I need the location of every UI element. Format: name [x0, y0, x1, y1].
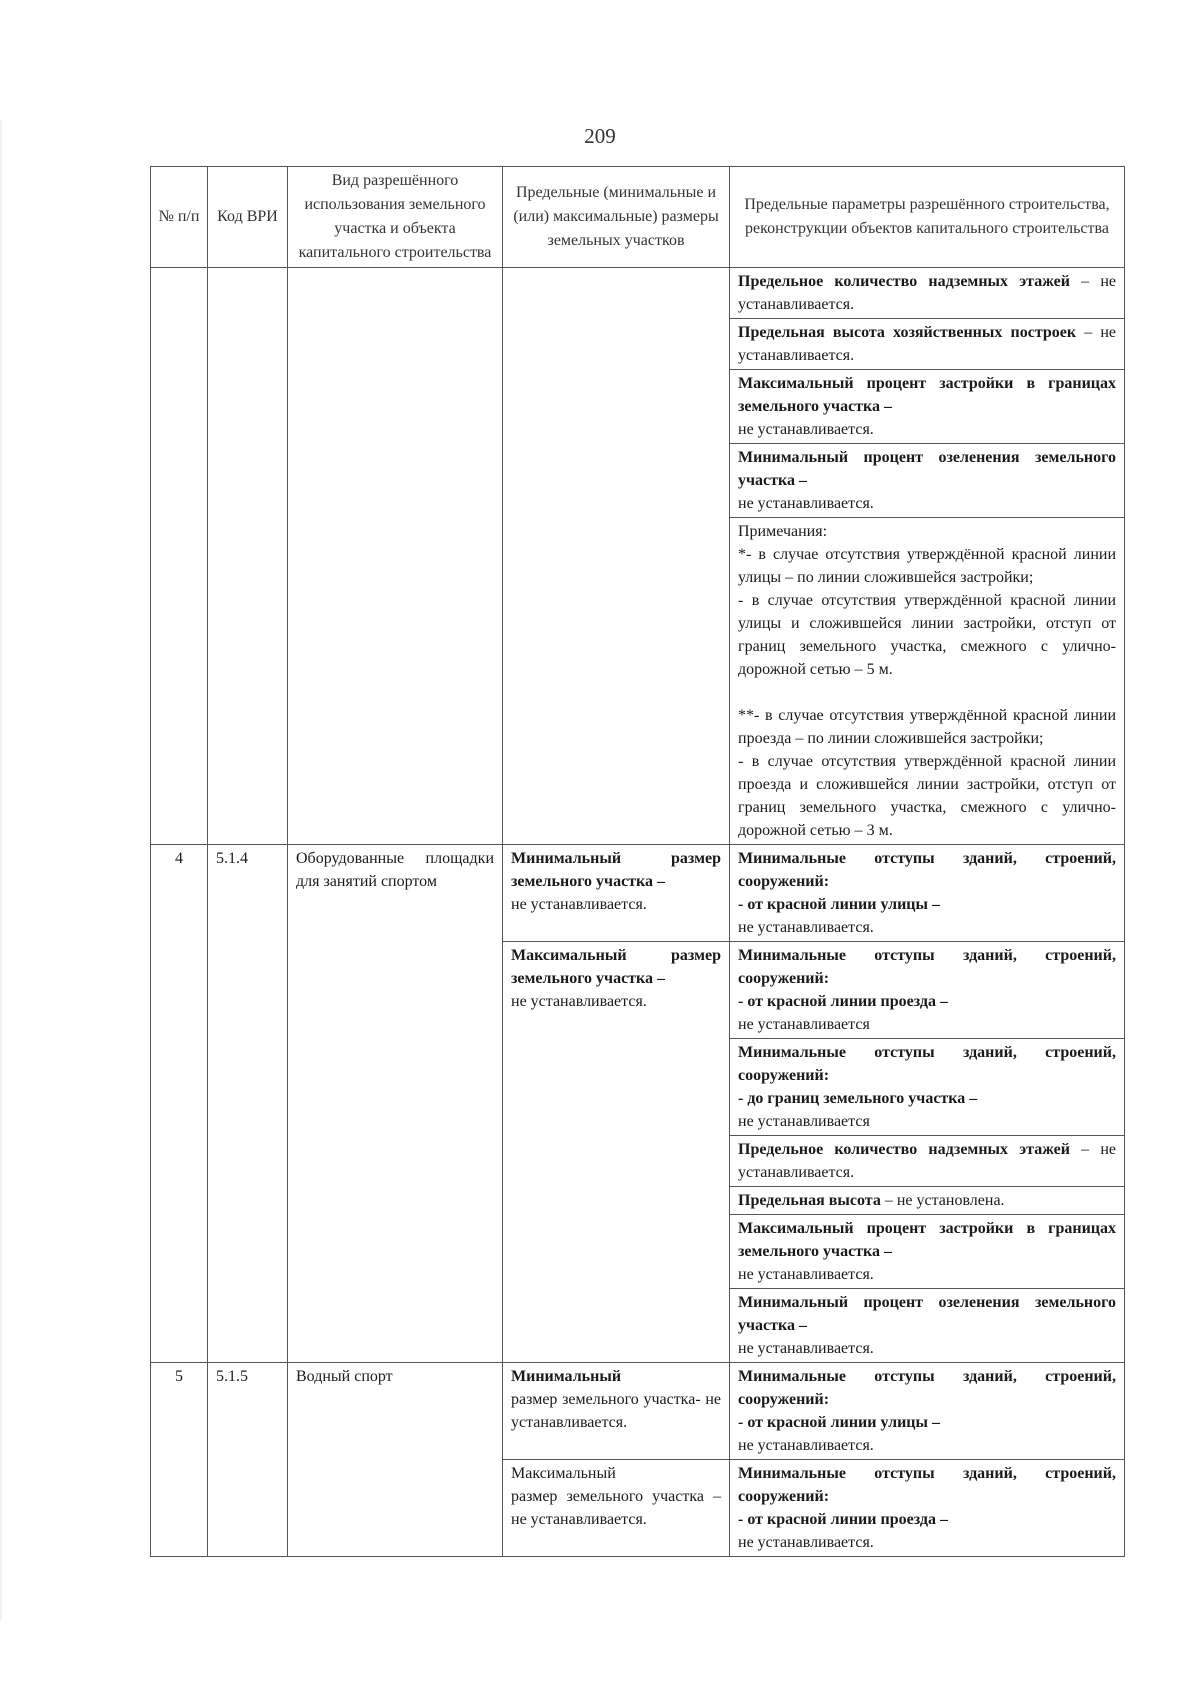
- param-text: не устанавливается.: [738, 919, 874, 936]
- cont-num-cell: [151, 268, 208, 845]
- param-cell: [730, 444, 1125, 518]
- param-bold: Минимальные отступы зданий, строений, сооружений:: [738, 947, 1116, 987]
- min-size-cell: [503, 845, 730, 942]
- param-bold: Предельное количество надземных этажей: [738, 273, 1070, 290]
- cont-code-cell: [208, 268, 288, 845]
- param-cell: [730, 1039, 1125, 1136]
- param-bold: Минимальные отступы зданий, строений, сооружений:: [738, 1465, 1116, 1505]
- max-size-cell: [503, 942, 730, 1363]
- scan-edge: [0, 120, 2, 1620]
- size-bold: Минимальный размер земельного участка –: [511, 850, 721, 890]
- param-text: не устанавливается: [738, 1113, 870, 1130]
- size-text: не устанавливается.: [511, 896, 647, 913]
- row-num: 5: [151, 1363, 208, 1557]
- param-bold: Минимальные отступы зданий, строений, сооружений:: [738, 1044, 1116, 1084]
- param-line: - до границ земельного участка –: [738, 1090, 978, 1107]
- param-cell: [730, 370, 1125, 444]
- param-text: не устанавливается.: [738, 421, 874, 438]
- param-bold: Минимальные отступы зданий, строений, сооружений:: [738, 850, 1116, 890]
- max-size-cell: [503, 1460, 730, 1557]
- note-paragraph: - в случае отсутствия утверждённой красной линии проезда и сложившейся линии застройки, отступ от границ земельного участка, смежного с улично-дорожной сетью – 3 м.: [738, 753, 1116, 839]
- size-text: размер земельного участка – не устанавливается.: [511, 1488, 721, 1528]
- param-bold: Минимальные отступы зданий, строений, сооружений:: [738, 1368, 1116, 1408]
- header-params: Предельные параметры разрешённого строительства, реконструкции объектов капитального строительства: [730, 167, 1125, 268]
- param-line: - от красной линии проезда –: [738, 993, 948, 1010]
- param-cell: [730, 268, 1125, 319]
- param-cell: [730, 1460, 1125, 1557]
- param-bold: Предельная высота хозяйственных построек: [738, 324, 1077, 341]
- param-bold: Предельное количество надземных этажей: [738, 1141, 1070, 1158]
- note-gap: [738, 681, 1116, 704]
- size-bold: Максимальный размер земельного участка –: [511, 947, 721, 987]
- param-text: не устанавливается.: [738, 1340, 874, 1357]
- param-bold: Минимальный процент озеленения земельного участка –: [738, 449, 1116, 489]
- param-text: не устанавливается: [738, 1016, 870, 1033]
- param-text: – не устанавливается.: [738, 324, 1116, 364]
- min-size-cell: [503, 1363, 730, 1460]
- param-text: не устанавливается.: [738, 1437, 874, 1454]
- size-bold: Максимальный: [511, 1465, 616, 1482]
- notes-title: Примечания:: [738, 523, 828, 540]
- param-bold: Максимальный процент застройки в границах земельного участка –: [738, 375, 1116, 415]
- table-row: [151, 1363, 1125, 1460]
- row-type: Водный спорт: [288, 1363, 503, 1557]
- param-text: не устанавливается.: [738, 1266, 874, 1283]
- cont-size-cell: [503, 268, 730, 845]
- note-paragraph: *- в случае отсутствия утверждённой красной линии улицы – по линии сложившейся застройки;: [738, 546, 1116, 586]
- note-paragraph: **- в случае отсутствия утверждённой красной линии проезда – по линии сложившейся застройки;: [738, 707, 1116, 747]
- param-cell: [730, 319, 1125, 370]
- note-paragraph: - в случае отсутствия утверждённой красной линии улицы и сложившейся линии застройки, отступ от границ земельного участка, смежного с улично-дорожной сетью – 5 м.: [738, 592, 1116, 678]
- param-text: – не установлена.: [880, 1192, 1005, 1209]
- row-code: 5.1.4: [208, 845, 288, 1363]
- header-sizes: Предельные (минимальные и (или) максимальные) размеры земельных участков: [503, 167, 730, 268]
- cont-type-cell: [288, 268, 503, 845]
- param-text: не устанавливается.: [738, 495, 874, 512]
- header-code: Код ВРИ: [208, 167, 288, 268]
- table-row: [151, 845, 1125, 942]
- header-type: Вид разрешённого использования земельного участка и объекта капитального строительства: [288, 167, 503, 268]
- param-cell: [730, 1215, 1125, 1289]
- param-bold: Предельная высота: [738, 1192, 881, 1209]
- param-cell: [730, 1363, 1125, 1460]
- param-cell: [730, 845, 1125, 942]
- row-num: 4: [151, 845, 208, 1363]
- param-line: - от красной линии улицы –: [738, 896, 940, 913]
- param-bold: Минимальный процент озеленения земельного участка –: [738, 1294, 1116, 1334]
- page-number: 209: [584, 124, 616, 148]
- param-bold: Максимальный процент застройки в границах земельного участка –: [738, 1220, 1116, 1260]
- header-num: № п/п: [151, 167, 208, 268]
- param-line: - от красной линии улицы –: [738, 1414, 940, 1431]
- regulations-table: [150, 166, 1125, 1557]
- param-cell: [730, 1136, 1125, 1187]
- row-code: 5.1.5: [208, 1363, 288, 1557]
- param-text: не устанавливается.: [738, 1534, 874, 1551]
- param-cell: [730, 1289, 1125, 1363]
- table-row: [151, 268, 1125, 319]
- notes-cell: [730, 518, 1125, 845]
- param-line: - от красной линии проезда –: [738, 1511, 948, 1528]
- param-text: – не устанавливается.: [738, 273, 1116, 313]
- size-text: не устанавливается.: [511, 993, 647, 1010]
- size-text: размер земельного участка- не устанавливается.: [511, 1391, 721, 1431]
- param-cell: [730, 942, 1125, 1039]
- param-cell: [730, 1187, 1125, 1215]
- param-text: – не устанавливается.: [738, 1141, 1116, 1181]
- row-type: Оборудованные площадки для занятий спортом: [288, 845, 503, 1363]
- size-bold: Минимальный: [511, 1368, 622, 1385]
- header-row: [151, 167, 1125, 268]
